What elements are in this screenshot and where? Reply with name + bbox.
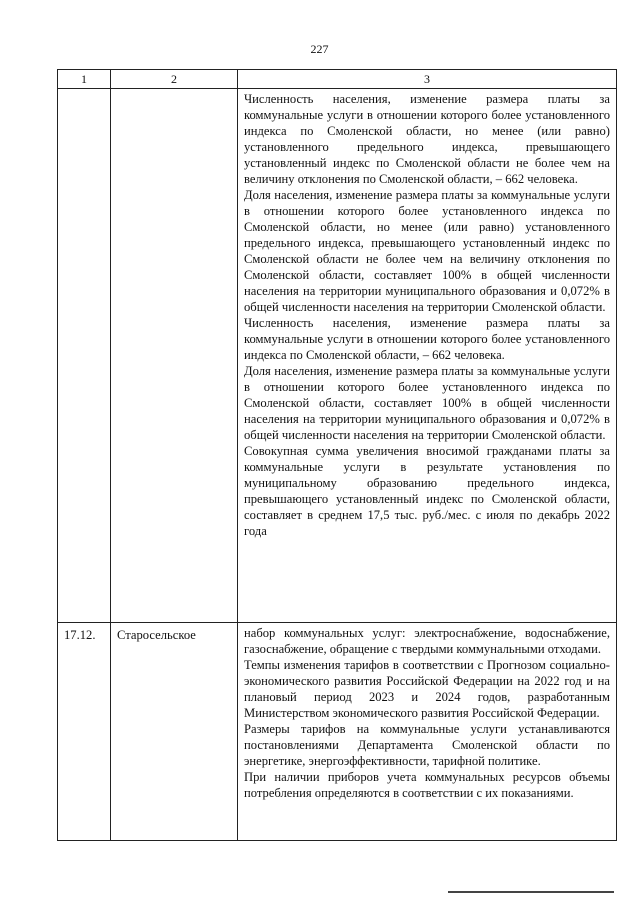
description-paragraph: При наличии приборов учета коммунальных ресурсов объемы потребления определяются в соответствии с их показаниями. [244, 770, 610, 800]
row-description-cell [238, 89, 617, 623]
column-header-1: 1 [58, 70, 111, 89]
description-paragraph: Численность населения, изменение размера платы за коммунальные услуги в отношении которого более установленного индекса по Смоленской области, – 662 человека. [244, 316, 610, 362]
row-name-cell [111, 89, 238, 623]
row-description-cell [238, 623, 617, 841]
table-row [58, 623, 617, 841]
table-row [58, 89, 617, 623]
description-paragraph: Размеры тарифов на коммунальные услуги устанавливаются постановлениями Департамента Смоленской области по энергетике, энергоэффективности, тарифной политике. [244, 722, 610, 768]
description-paragraph: Численность населения, изменение размера платы за коммунальные услуги в отношении которого более установленного индекса по Смоленской области, но менее (или равно) установленного предельного индекса, превышающего установленный индекс по Смоленской области не более чем на величину отклонения по Смоленской области, – 662 человека. [244, 92, 610, 186]
description-paragraph: Темпы изменения тарифов в соответствии с Прогнозом социально-экономического развития Российской Федерации на 2022 год и на плановый период 2023 и 2024 годов, разработанным Министерством экономического развития Российской Федерации. [244, 658, 610, 720]
description-paragraph: набор коммунальных услуг: электроснабжение, водоснабжение, газоснабжение, обращение с твердыми коммунальными отходами. [244, 626, 610, 656]
row-name-cell: Старосельское [111, 623, 238, 841]
footer-rule [448, 891, 614, 893]
document-table [57, 69, 617, 841]
column-header-2: 2 [111, 70, 238, 89]
description-paragraph: Доля населения, изменение размера платы за коммунальные услуги в отношении которого более установленного индекса по Смоленской области, но менее (или равно) установленного предельного индекса, превышающего установленный индекс по Смоленской области не более чем на величину отклонения по Смоленской области, составляет 100% в общей численности населения на территории муниципального образования и 0,072% в общей численности населения на территории Смоленской области. [244, 188, 610, 314]
description-paragraph: Доля населения, изменение размера платы за коммунальные услуги в отношении которого более установленного индекса по Смоленской области, составляет 100% в общей численности населения на территории муниципального образования и 0,072% в общей численности населения на территории Смоленской области. [244, 364, 610, 442]
description-paragraph: Совокупная сумма увеличения вносимой гражданами платы за коммунальные услуги в результате установления по муниципальному образованию предельного индекса, превышающего установленный индекс по Смоленской области, составляет в среднем 17,5 тыс. руб./мес. с июля по декабрь 2022 года [244, 444, 610, 538]
row-number-cell: 17.12. [58, 623, 111, 841]
column-header-3: 3 [238, 70, 617, 89]
page-number: 227 [310, 42, 329, 56]
table-header-row [58, 70, 617, 89]
row-number-cell [58, 89, 111, 623]
